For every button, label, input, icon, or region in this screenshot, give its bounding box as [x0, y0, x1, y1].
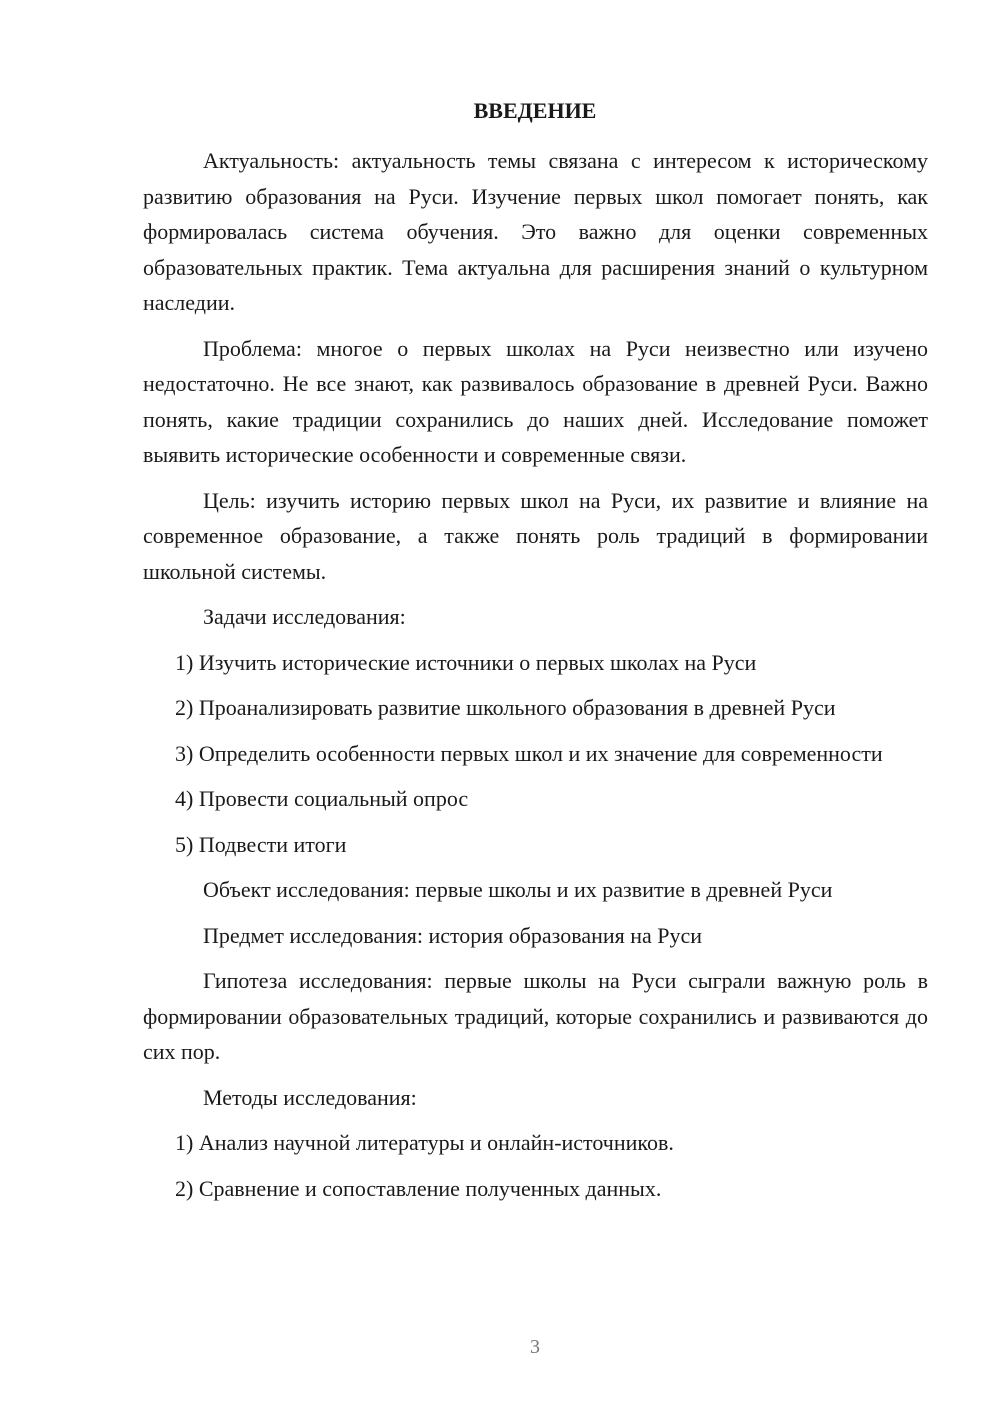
page-number: 3: [530, 1336, 540, 1358]
paragraph-hypothesis: Гипотеза исследования: первые школы на Руси сыграли важную роль в формировании образовательных традиций, которые сохранились и развиваются до сих пор.: [143, 968, 928, 1064]
paragraph-object: Объект исследования: первые школы и их развитие в древней Руси: [203, 877, 833, 902]
task-item: 1) Изучить исторические источники о первых школах на Руси: [175, 649, 757, 675]
paragraph-relevance: Актуальность: актуальность темы связана с интересом к историческому развитию образования на Руси. Изучение первых школ помогает понять, как формировалась система обучения. Это важно для оценки современных образовательных практик. Тема актуальна для расширения знаний о культурном наследии.: [143, 148, 928, 315]
methods-title: Методы исследования:: [203, 1084, 417, 1110]
document-body: [143, 143, 928, 1216]
task-item: 2) Проанализировать развитие школьного образования в древней Руси: [175, 695, 836, 720]
paragraph-goal: Цель: изучить историю первых школ на Руси, их развитие и влияние на современное образование, а также понять роль традиций в формировании школьной системы.: [143, 487, 928, 584]
paragraph-subject: Предмет исследования: история образования на Руси: [203, 922, 703, 948]
page-title: ВВЕДЕНИЕ: [473, 98, 597, 123]
paragraph-problem: Проблема: многое о первых школах на Руси неизвестно или изучено недостаточно. Не все знают, как развивалось образование в древней Руси. Важно понять, какие традиции сохранились до наших дней. Исследование поможет выявить исторические особенности и современные связи.: [143, 335, 928, 467]
task-item: 3) Определить особенности первых школ и их значение для современности: [175, 740, 883, 766]
method-item: 2) Сравнение и сопоставление полученных данных.: [175, 1175, 662, 1201]
method-item: 1) Анализ научной литературы и онлайн-источников.: [175, 1130, 674, 1155]
task-item: 4) Провести социальный опрос: [175, 786, 469, 811]
task-item: 5) Подвести итоги: [175, 831, 347, 857]
tasks-title: Задачи исследования:: [203, 604, 406, 629]
